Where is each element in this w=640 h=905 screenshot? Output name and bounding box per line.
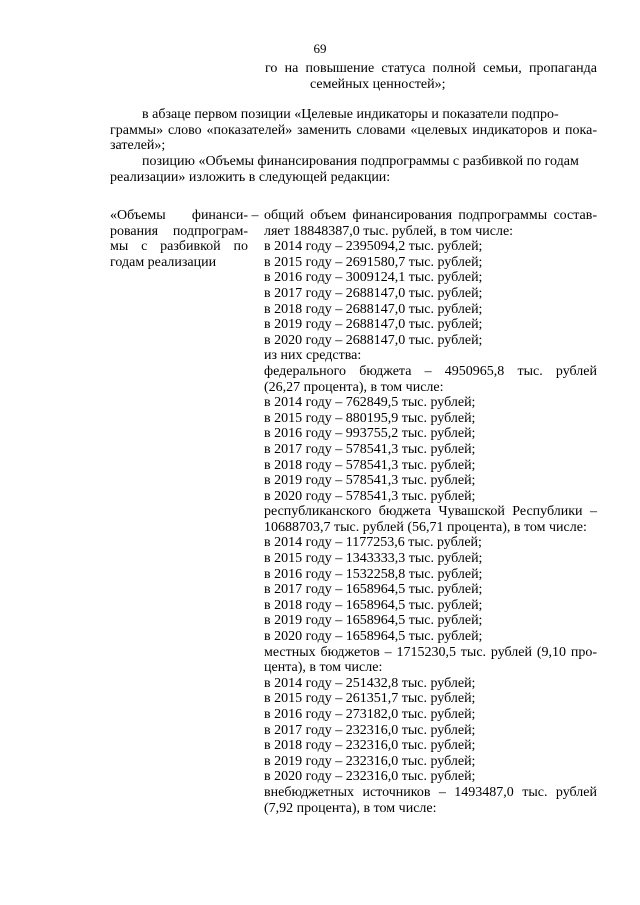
label-dash: – [251, 208, 259, 223]
local-year-2019: в 2019 году – 232316,0 тыс. рублей; [264, 753, 476, 769]
federal-year-2019: в 2019 году – 578541,3 тыс. рублей; [264, 473, 476, 489]
federal-year-2017: в 2017 году – 578541,3 тыс. рублей; [264, 441, 476, 457]
label-line-1: «Объемы финанси- [110, 208, 248, 223]
total-line-2: ляет 18848387,0 тыс. рублей, в том числе: [264, 223, 514, 239]
table-content-column [264, 208, 597, 816]
page-number: 69 [313, 41, 327, 56]
local-year-2018: в 2018 году – 232316,0 тыс. рублей; [264, 738, 476, 754]
label-line-2: рования подпрограм- [110, 223, 248, 239]
federal-year-2020: в 2020 году – 578541,3 тыс. рублей; [264, 488, 476, 504]
of-which-label: из них средства: [264, 348, 362, 364]
paragraph-1-line-2: граммы» слово «показателей» заменить словами «целевых индикаторов и пока- [110, 122, 597, 138]
total-line-1: общий объем финансирования подпрограммы состав- [264, 208, 597, 223]
republic-year-2018: в 2018 году – 1658964,5 тыс. рублей; [264, 597, 483, 613]
paragraph-1-line-1: в абзаце первом позиции «Целевые индикаторы и показатели подпро- [142, 107, 559, 122]
republic-line-2: 10688703,7 тыс. рублей (56,71 процента), в том числе: [264, 519, 587, 535]
paragraph-amendment-1 [110, 107, 597, 154]
federal-line-1: федерального бюджета – 4950965,8 тыс. рублей [264, 363, 597, 379]
label-line-4: годам реализации [110, 254, 217, 270]
federal-year-2018: в 2018 году – 578541,3 тыс. рублей; [264, 457, 476, 473]
paragraph-2-line-1: позицию «Объемы финансирования подпрограммы с разбивкой по годам [142, 154, 579, 169]
paragraph-1-line-3: зателей»; [110, 138, 166, 154]
total-year-2017: в 2017 году – 2688147,0 тыс. рублей; [264, 285, 483, 301]
label-line-3: мы с разбивкой по [110, 239, 248, 255]
extrabudgetary-line-1: внебюджетных источников – 1493487,0 тыс. рублей [264, 784, 597, 800]
local-year-2016: в 2016 году – 273182,0 тыс. рублей; [264, 707, 476, 722]
continuation-line-2: семейных ценностей»; [310, 76, 446, 92]
federal-line-2: (26,27 процента), в том числе: [264, 379, 444, 395]
republic-year-2019: в 2019 году – 1658964,5 тыс. рублей; [264, 613, 483, 629]
local-year-2015: в 2015 году – 261351,7 тыс. рублей; [264, 691, 476, 707]
table-dash-column [249, 208, 261, 224]
table-label-column [110, 208, 248, 270]
total-year-2014: в 2014 году – 2395094,2 тыс. рублей; [264, 239, 483, 255]
local-line-2: цента), в том числе: [264, 660, 383, 676]
total-year-2018: в 2018 году – 2688147,0 тыс. рублей; [264, 301, 483, 317]
local-year-2014: в 2014 году – 251432,8 тыс. рублей; [264, 675, 476, 691]
extrabudgetary-line-2: (7,92 процента), в том числе: [264, 800, 437, 816]
republic-year-2016: в 2016 году – 1532258,8 тыс. рублей; [264, 566, 483, 582]
paragraph-2-line-2: реализации» изложить в следующей редакции: [110, 169, 391, 185]
republic-year-2017: в 2017 году – 1658964,5 тыс. рублей; [264, 582, 483, 598]
republic-line-1: республиканского бюджета Чувашской Республики – [264, 504, 597, 520]
federal-year-2015: в 2015 году – 880195,9 тыс. рублей; [264, 410, 476, 426]
local-year-2020: в 2020 году – 232316,0 тыс. рублей; [264, 769, 476, 785]
federal-year-2016: в 2016 году – 993755,2 тыс. рублей; [264, 426, 476, 442]
republic-year-2020: в 2020 году – 1658964,5 тыс. рублей; [264, 629, 483, 645]
republic-year-2015: в 2015 году – 1343333,3 тыс. рублей; [264, 551, 483, 567]
total-year-2020: в 2020 году – 2688147,0 тыс. рублей; [264, 332, 483, 348]
total-year-2016: в 2016 году – 3009124,1 тыс. рублей; [264, 270, 483, 286]
total-year-2015: в 2015 году – 2691580,7 тыс. рублей; [264, 254, 483, 270]
local-line-1: местных бюджетов – 1715230,5 тыс. рублей (9,10 про- [264, 644, 597, 660]
continuation-text [265, 61, 597, 92]
paragraph-amendment-2 [110, 154, 597, 185]
continuation-line-1: го на повышение статуса полной семьи, пропаганда [265, 61, 597, 76]
republic-year-2014: в 2014 году – 1177253,6 тыс. рублей; [264, 535, 482, 551]
total-year-2019: в 2019 году – 2688147,0 тыс. рублей; [264, 317, 483, 333]
local-year-2017: в 2017 году – 232316,0 тыс. рублей; [264, 722, 476, 738]
federal-year-2014: в 2014 году – 762849,5 тыс. рублей; [264, 395, 476, 411]
